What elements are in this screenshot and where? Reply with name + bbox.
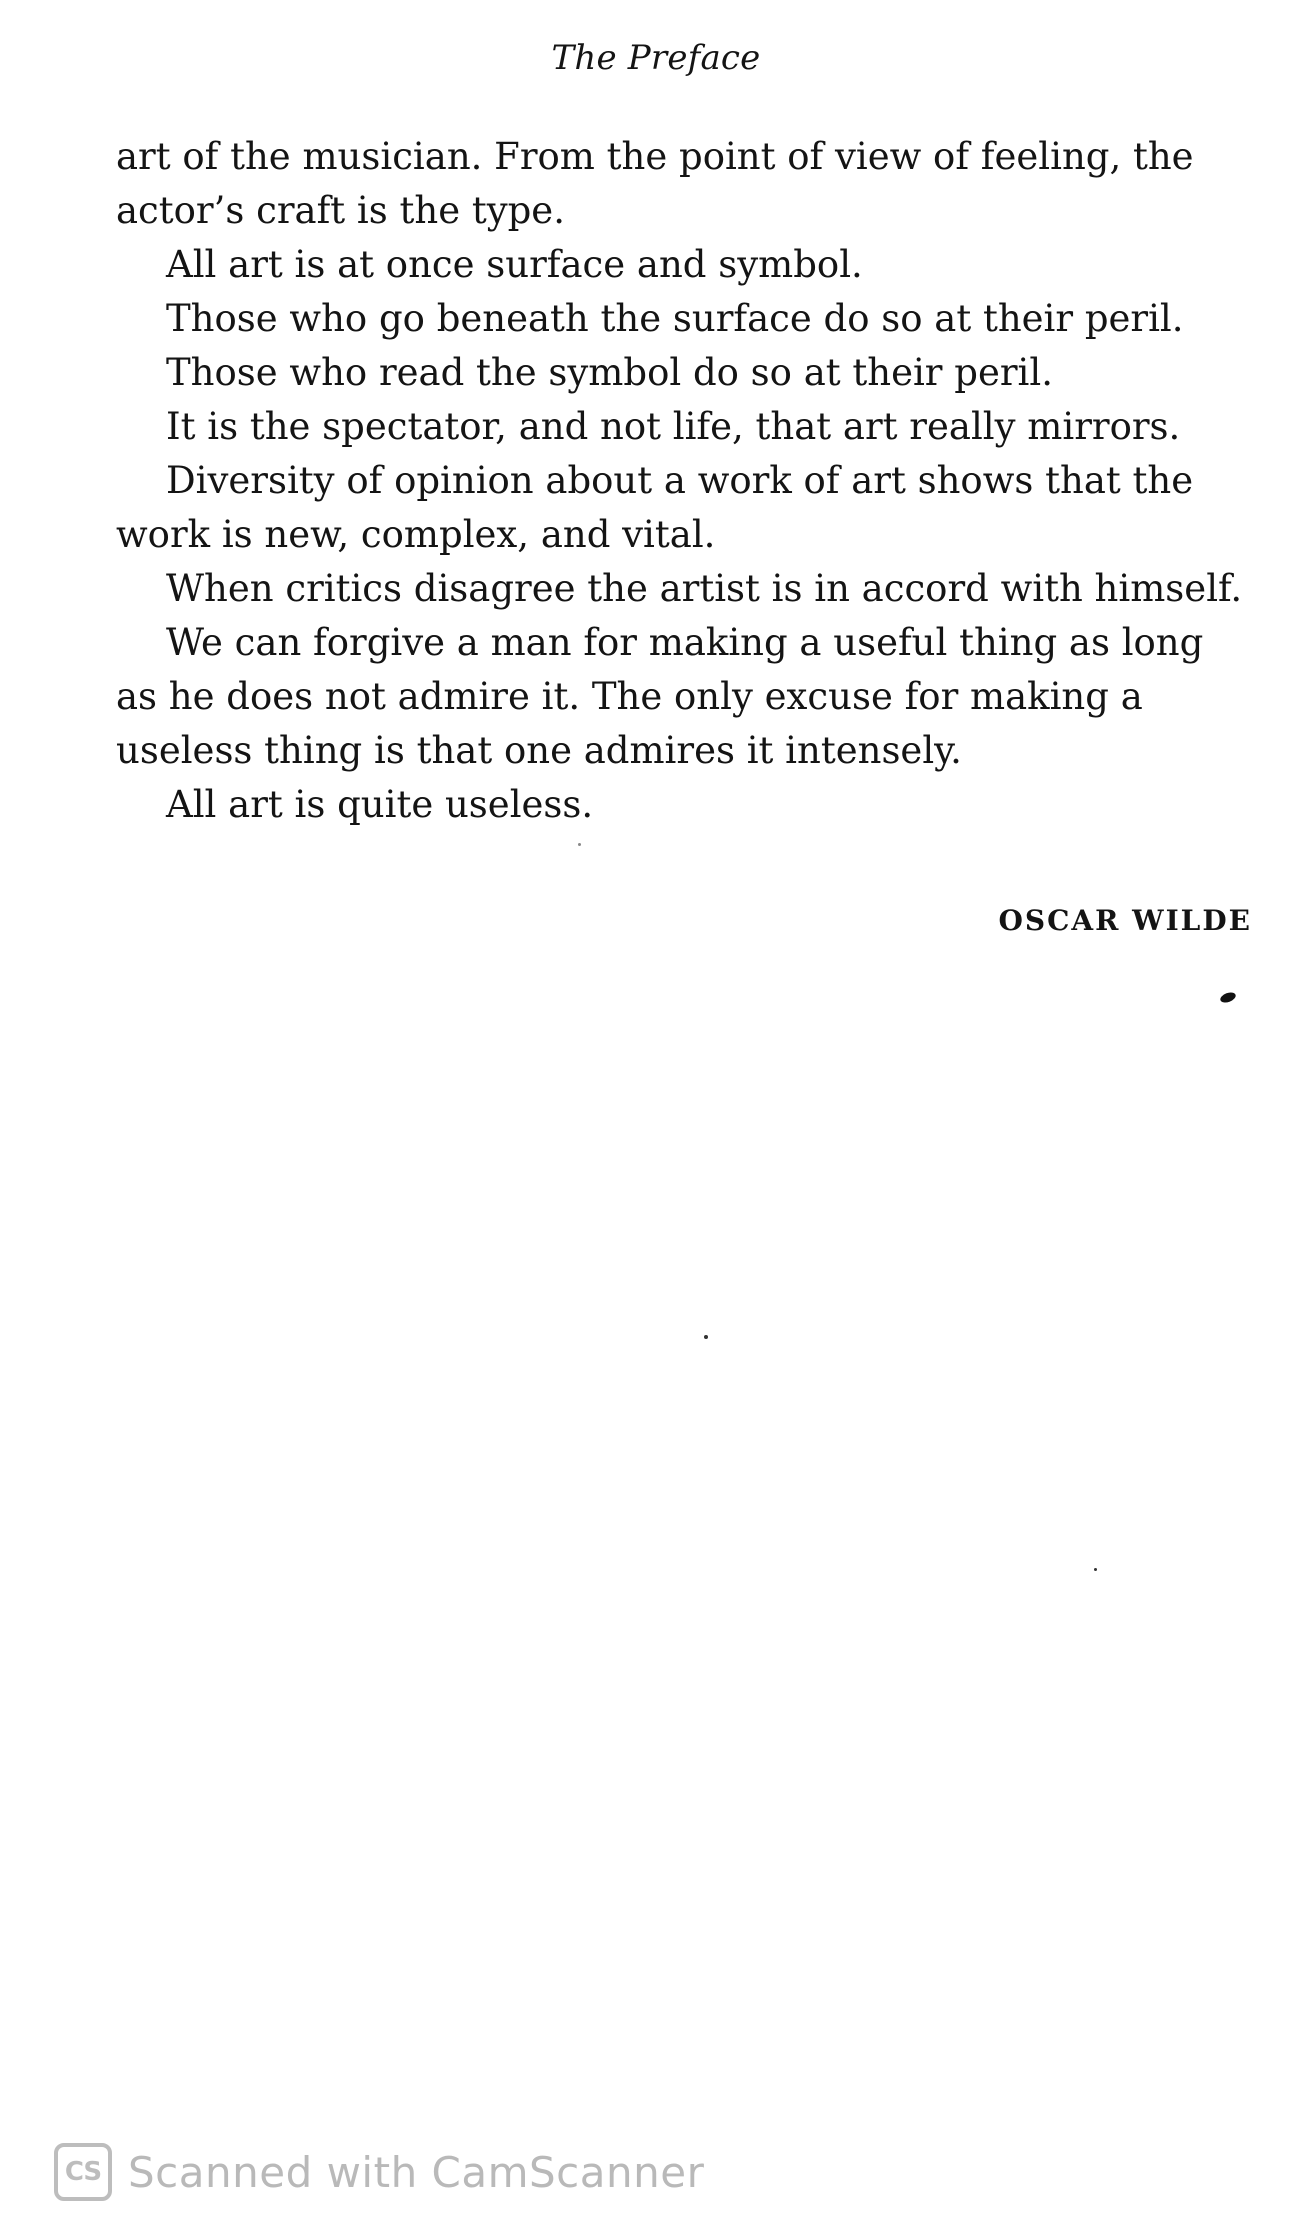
running-head: The Preface — [551, 38, 761, 78]
dust-speck — [1094, 1568, 1097, 1571]
paragraph: art of the musician. From the point of view of feeling, the actor’s craft is the type. — [116, 135, 1194, 232]
camscanner-logo-icon: CS — [54, 2143, 112, 2201]
paragraph: Those who read the symbol do so at their peril. — [166, 351, 1053, 394]
paragraph: All art is quite useless. — [166, 783, 594, 826]
author-signature: OSCAR WILDE — [998, 904, 1252, 937]
dust-speck — [704, 1335, 708, 1339]
ink-speck — [1219, 991, 1237, 1005]
paragraph: We can forgive a man for making a useful thing as long as he does not admire it. The only excuse for making a useless thing is that one admires it intensely. — [116, 621, 1204, 772]
paragraph: Those who go beneath the surface do so at their peril. — [166, 297, 1184, 340]
body-text — [116, 130, 1256, 832]
paragraph: It is the spectator, and not life, that art really mirrors. — [166, 405, 1181, 448]
camscanner-watermark — [54, 2143, 704, 2201]
dust-speck — [578, 843, 581, 846]
paragraph: Diversity of opinion about a work of art shows that the work is new, complex, and vital. — [116, 459, 1194, 556]
paragraph: All art is at once surface and symbol. — [166, 243, 863, 286]
paragraph: When critics disagree the artist is in accord with himself. — [166, 567, 1243, 610]
watermark-text: Scanned with CamScanner — [128, 2147, 705, 2197]
